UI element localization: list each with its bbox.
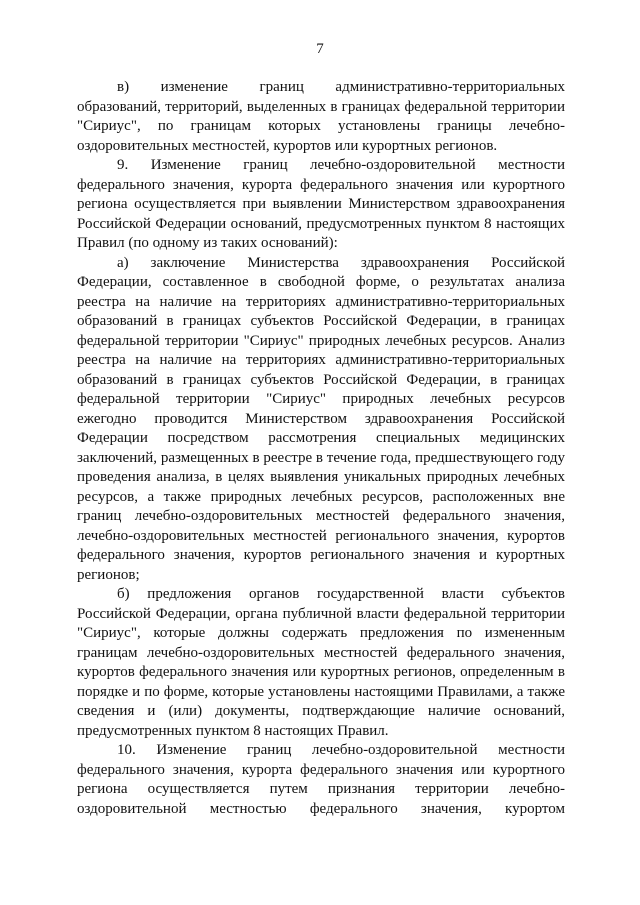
paragraph-item-a: а) заключение Министерства здравоохранения Российской Федерации, составленное в свободной форме, о результатах анализа реестра на наличие на территориях административно-территориальных образований в границах субъектов Российской Федерации, в границах федеральной территории "Сириус" природных лечебных ресурсов. Анализ реестра на наличие на территориях административно-территориальных образований в границах субъектов Российской Федерации, в границах федеральной территории "Сириус" природных лечебных ресурсов ежегодно проводится Министерством здравоохранения Российской Федерации посредством рассмотрения специальных медицинских заключений, размещенных в реестре в течение года, предшествующего году проведения анализа, в целях выявления уникальных природных лечебных ресурсов, а также природных лечебных ресурсов, расположенных вне границ лечебно-оздоровительных местностей федерального значения, лечебно-оздоровительных местностей регионального значения, курортов федерального значения, курортов регионального значения и курортных регионов; <box>77 254 565 583</box>
paragraph-item-b: б) предложения органов государственной власти субъектов Российской Федерации, органа публичной власти федеральной территории "Сириус", которые должны содержать предложения по измененным границам лечебно-оздоровительных местностей федерального значения, курортов федерального значения или курортных регионов, определенным в порядке и по форме, которые установлены настоящими Правилами, а также сведения и (или) документы, подтверждающие наличие оснований, предусмотренных пунктом 8 настоящих Правил. <box>77 586 565 739</box>
paragraph-item-v: в) изменение границ административно-территориальных образований, территорий, выделенных в границах федеральной территории "Сириус", по границам которых установлены границы лечебно-оздоровительных местностей, курортов или курортных регионов. <box>77 79 565 154</box>
document-body <box>77 78 565 819</box>
paragraph-clause-9: 9. Изменение границ лечебно-оздоровительной местности федерального значения, курорта федерального значения или курортного региона осуществляется при выявлении Министерством здравоохранения Российской Федерации оснований, предусмотренных пунктом 8 настоящих Правил (по одному из таких оснований): <box>77 157 565 251</box>
paragraph-clause-10: 10. Изменение границ лечебно-оздоровительной местности федерального значения, курорта федерального значения или курортного региона осуществляется путем признания территории лечебно-оздоровительной местностью федерального значения, курортом <box>77 742 565 817</box>
page-number: 7 <box>316 41 324 57</box>
